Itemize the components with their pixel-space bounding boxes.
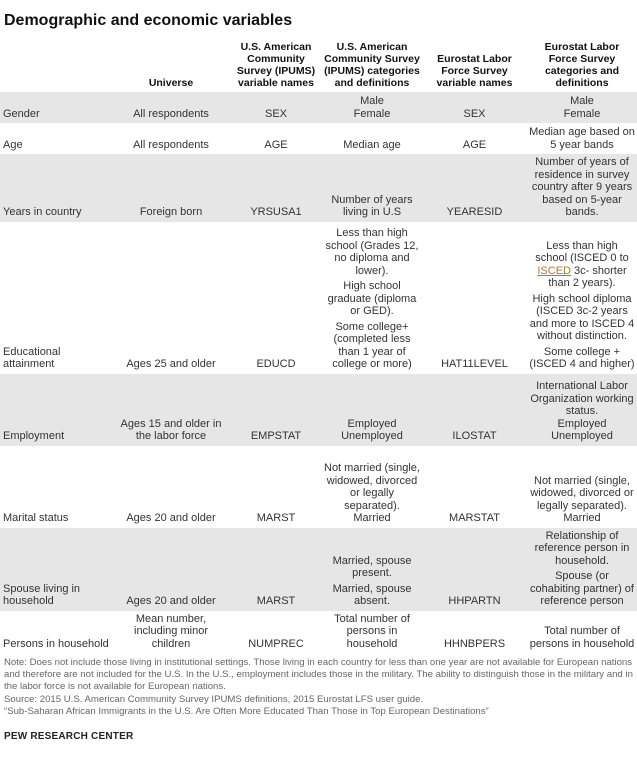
- eu-var-cell: ILOSTAT: [422, 374, 527, 446]
- acs-def-cell: [322, 92, 422, 123]
- header-eu-variable: Eurostat Labor Force Survey variable names: [436, 53, 513, 89]
- acs-def-line: Female: [353, 107, 391, 120]
- eu-def-text: 3c- shorter than 2 years).: [548, 264, 627, 289]
- eu-def-cell: [527, 528, 637, 611]
- eu-def-line: International Labor Organization working status.: [530, 380, 634, 417]
- universe-cell: All respondents: [133, 138, 209, 151]
- row-age: [0, 123, 637, 154]
- acs-def-line: Not married (single, widowed, divorced or legally separated).: [324, 462, 420, 512]
- row-label: Marital status: [3, 512, 69, 524]
- eu-def-cell: [527, 374, 637, 446]
- row-marital-status: [0, 446, 637, 528]
- universe-cell: Ages 25 and older: [126, 358, 216, 370]
- row-persons-in-household: [0, 611, 637, 654]
- row-label: Employment: [0, 374, 112, 446]
- source-text: Source: 2015 U.S. American Community Survey IPUMS definitions, 2015 Eurostat LFS user guide.: [4, 693, 424, 705]
- eu-def-line: Employed: [557, 417, 607, 430]
- acs-def-line: Married: [353, 512, 391, 524]
- acs-def-cell: [322, 446, 422, 528]
- row-label: Years in country: [0, 154, 112, 222]
- eu-def-line: Unemployed: [551, 430, 613, 442]
- row-years-in-country: [0, 154, 637, 222]
- acs-var-cell: MARST: [256, 512, 296, 524]
- acs-def-cell: Median age: [343, 138, 401, 151]
- eu-def-line: Relationship of reference person in household.: [534, 529, 630, 567]
- eu-var-cell: HAT11LEVEL: [441, 358, 508, 370]
- acs-var-cell: SEX: [230, 92, 322, 123]
- acs-var-cell: MARST: [230, 528, 322, 611]
- eu-var-cell: SEX: [422, 92, 527, 123]
- eu-def-line: Not married (single, widowed, divorced or legally separated).: [530, 474, 634, 512]
- eu-def-line: Married: [563, 512, 601, 524]
- eu-def-text: Less than high school (ISCED 0 to: [535, 239, 629, 264]
- row-employment: [0, 374, 637, 446]
- acs-def-cell: [322, 528, 422, 611]
- row-label: Spouse living in household: [0, 528, 112, 611]
- row-spouse-in-household: [0, 528, 637, 611]
- acs-def-line: Some college+ (completed less than 1 year of college or more): [332, 320, 412, 370]
- eu-var-cell: MARSTAT: [449, 512, 500, 524]
- acs-def-cell: Number of years living in U.S: [322, 154, 422, 222]
- eu-def-line: Spouse (or cohabiting partner) of reference person: [530, 570, 634, 607]
- acs-var-cell: YRSUSA1: [230, 154, 322, 222]
- acs-def-line: High school graduate (diploma or GED).: [327, 280, 417, 317]
- header-row: [0, 34, 637, 92]
- variables-table: [0, 34, 637, 653]
- eu-var-cell: HHPARTN: [422, 528, 527, 611]
- acs-var-cell: EDUCD: [256, 358, 296, 370]
- eu-def-line: Some college + (ISCED 4 and higher): [529, 345, 635, 370]
- eu-def-cell: [527, 446, 637, 528]
- eu-def-line: [529, 240, 635, 290]
- eu-var-cell: YEARESID: [422, 154, 527, 222]
- acs-def-line: Male: [360, 95, 384, 107]
- eu-def-cell: [527, 222, 637, 374]
- universe-cell: Ages 20 and older: [126, 512, 216, 524]
- row-label: Gender: [0, 92, 112, 123]
- report-title: “Sub-Saharan African Immigrants in the U.S. Are Often More Educated Than Those in Top European Destinations”: [4, 705, 489, 717]
- eu-var-cell: AGE: [462, 138, 487, 151]
- universe-cell: Ages 15 and older in the labor force: [112, 374, 230, 446]
- acs-var-cell: NUMPREC: [248, 637, 304, 650]
- acs-def-cell: Total number of persons in household: [334, 612, 410, 650]
- acs-def-line: Less than high school (Grades 12, no diploma and lower).: [325, 227, 419, 277]
- note-text: Note: Does not include those living in institutional settings. Those living in each country for less than one year are not available for European nations and therefore are not included for the U.S. In the U.S., employment includes those in the military. The ability to distinguish those in the military and in the labor force is not available for European nations.: [4, 657, 633, 693]
- header-acs-categories: U.S. American Community Survey (IPUMS) categories and definitions: [324, 41, 420, 89]
- header-variable: [0, 34, 112, 92]
- eu-var-cell: HHNBPERS: [443, 637, 506, 650]
- row-educational-attainment: [0, 222, 637, 374]
- header-universe: Universe: [148, 77, 194, 89]
- universe-cell: Mean number, including minor children: [134, 612, 208, 650]
- universe-cell: Ages 20 and older: [112, 528, 230, 611]
- acs-def-line: Unemployed: [341, 430, 403, 442]
- acs-def-cell: [322, 222, 422, 374]
- header-acs-variable: U.S. American Community Survey (IPUMS) variable names: [236, 41, 316, 89]
- eu-def-cell: Number of years of residence in survey country after 9 years based on 5-year bands.: [527, 154, 637, 222]
- eu-def-cell: [527, 92, 637, 123]
- eu-def-line: Male: [570, 95, 594, 107]
- org-logo-text: PEW RESEARCH CENTER: [4, 731, 134, 742]
- row-label: Age: [3, 138, 23, 151]
- universe-cell: All respondents: [112, 92, 230, 123]
- row-label: Educational attainment: [3, 345, 61, 370]
- acs-def-line: Married, spouse present.: [332, 554, 412, 579]
- acs-def-line: Married, spouse absent.: [332, 582, 412, 607]
- page-title: Demographic and economic variables: [4, 12, 293, 29]
- eu-def-cell: Total number of persons in household: [529, 625, 635, 650]
- acs-var-cell: EMPSTAT: [230, 374, 322, 446]
- eu-def-line: High school diploma (ISCED 3c-2 years and more to ISCED 4 without distinction.: [529, 292, 635, 342]
- universe-cell: Foreign born: [112, 154, 230, 222]
- eu-def-line: Female: [563, 107, 601, 120]
- eu-def-cell: Median age based on 5 year bands: [529, 126, 635, 151]
- row-gender: [0, 92, 637, 123]
- acs-var-cell: AGE: [264, 138, 288, 151]
- isced-link[interactable]: ISCED: [537, 264, 571, 277]
- header-eu-categories: Eurostat Labor Force Survey categories and definitions: [544, 41, 620, 89]
- row-label: Persons in household: [3, 637, 109, 650]
- acs-def-cell: [322, 374, 422, 446]
- footnotes: [4, 657, 634, 718]
- acs-def-line: Employed: [347, 417, 397, 430]
